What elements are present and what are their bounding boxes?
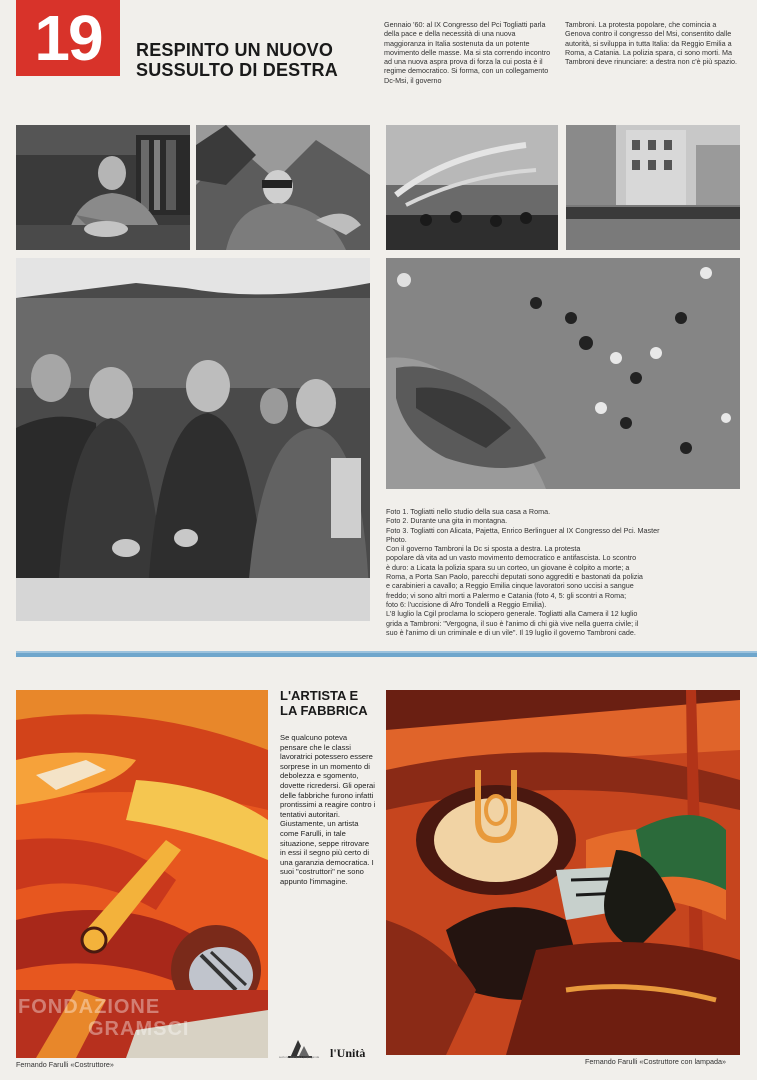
caption-line: Foto 2. Durante una gita in montagna. [386, 516, 508, 526]
caption-line: grida a Tambroni: "Vergogna, il suo è l'animo di chi già vive nella guerra civile; il [386, 618, 639, 628]
photo-square-crowd [566, 125, 740, 250]
caption-line: e carabinieri a cavallo; a Reggio Emilia cinque lavoratori sono uccisi a sangue [386, 581, 634, 591]
intro-text-column-1: Gennaio '60: al IX Congresso del Pci Togliatti parla della pace e della necessità di una nuova maggioranza in Italia sostenuta da un potente movimento delle masse. Ma si sta correndo incontro ad una nuova aspra prova di forza la cui posta è il regime democratico. Si forma, con un collegamento Dc-Msi, il governo [384, 20, 551, 85]
section-divider [16, 651, 757, 657]
headline-line-2: SUSSULTO DI DESTRA [136, 60, 338, 80]
credit-left: Fernando Farulli «Costruttore» [16, 1060, 114, 1069]
caption-line: Roma, a Porta San Paolo, parecchi deputati sono aggrediti e bastonati da polizia [386, 572, 643, 582]
photo-captions [386, 507, 740, 637]
caption-line: popolare dà vita ad un vasto movimento democratico e antifascista. Lo scontro [386, 553, 637, 563]
caption-line: è duro: a Licata la polizia spara su un corteo, un giovane è colpito a morte; a [386, 562, 630, 572]
caption-line: freddo; vi sono altri morti a Palermo e Catania (foto 4, 5: gli scontri a Roma; [386, 590, 627, 600]
caption-line: Foto 1. Togliatti nello studio della sua casa a Roma. [386, 507, 551, 516]
caption-line: Con il governo Tambroni la Dc si sposta a destra. La protesta [386, 544, 581, 554]
art-section-title [280, 688, 380, 718]
photo-mountain-trip [196, 125, 370, 250]
headline-line-1: RESPINTO UN NUOVO [136, 40, 334, 60]
art-title-line-1: L'ARTISTA E [280, 688, 359, 703]
unita-logo: l'Unità [330, 1046, 366, 1060]
caption-line: Photo. [386, 534, 407, 544]
watermark-line-2: GRAMSCI [88, 1018, 190, 1040]
page-headline [136, 40, 376, 80]
publisher-small-text: sezione stampa e propaganda [278, 1055, 320, 1059]
issue-number-badge: 19 [16, 0, 120, 76]
photo-street-water-cannon [386, 125, 558, 250]
caption-line: foto 6: l'uccisione di Afro Tondelli a Reggio Emilia). [386, 599, 547, 609]
credit-right: Fernando Farulli «Costruttore con lampada» [585, 1057, 727, 1066]
fondazione-watermark [18, 996, 268, 1040]
photo-street-clash-aerial [386, 258, 740, 489]
watermark-line-1: FONDAZIONE [18, 996, 161, 1018]
caption-line: suo è l'animo di un criminale e di un vile". Il 19 luglio il governo Tambroni cade. [386, 627, 636, 637]
photo-congress-group [16, 258, 370, 621]
intro-text-column-2: Tambroni. La protesta popolare, che comincia a Genova contro il congresso del Msi, consentito dalle autorità, si sviluppa in tutta Italia: da Reggio Emilia a Roma, a Catania. La polizia spara, ci sono morti. Ma Tambroni deve rinunciare: a destra non c'è più spazio. [565, 20, 737, 67]
art-section-text: Se qualcuno poteva pensare che le classi lavoratrici potessero essere sorprese in un momento di debolezza e sgomento, dovette ricredersi. Gli operai delle fabbriche furono infatti prontissimi a reagire contro i tentativi autoritari. Giustamente, un artista come Farulli, in tale situazione, seppe ritrovare in essi il segno più certo di una garanzia democratica. I suoi "costruttori" ne sono appunto l'immagine. [280, 733, 376, 886]
art-title-line-2: LA FABBRICA [280, 703, 368, 718]
caption-line: Foto 3. Togliatti con Alicata, Pajetta, Enrico Berlinguer al IX Congresso del Pci. Master [386, 525, 660, 535]
photo-togliatti-study [16, 125, 190, 250]
painting-costruttore-con-lampada [386, 690, 740, 1055]
caption-line: L'8 luglio la Cgil proclama lo sciopero generale. Togliatti alla Camera il 12 luglio [386, 609, 638, 619]
